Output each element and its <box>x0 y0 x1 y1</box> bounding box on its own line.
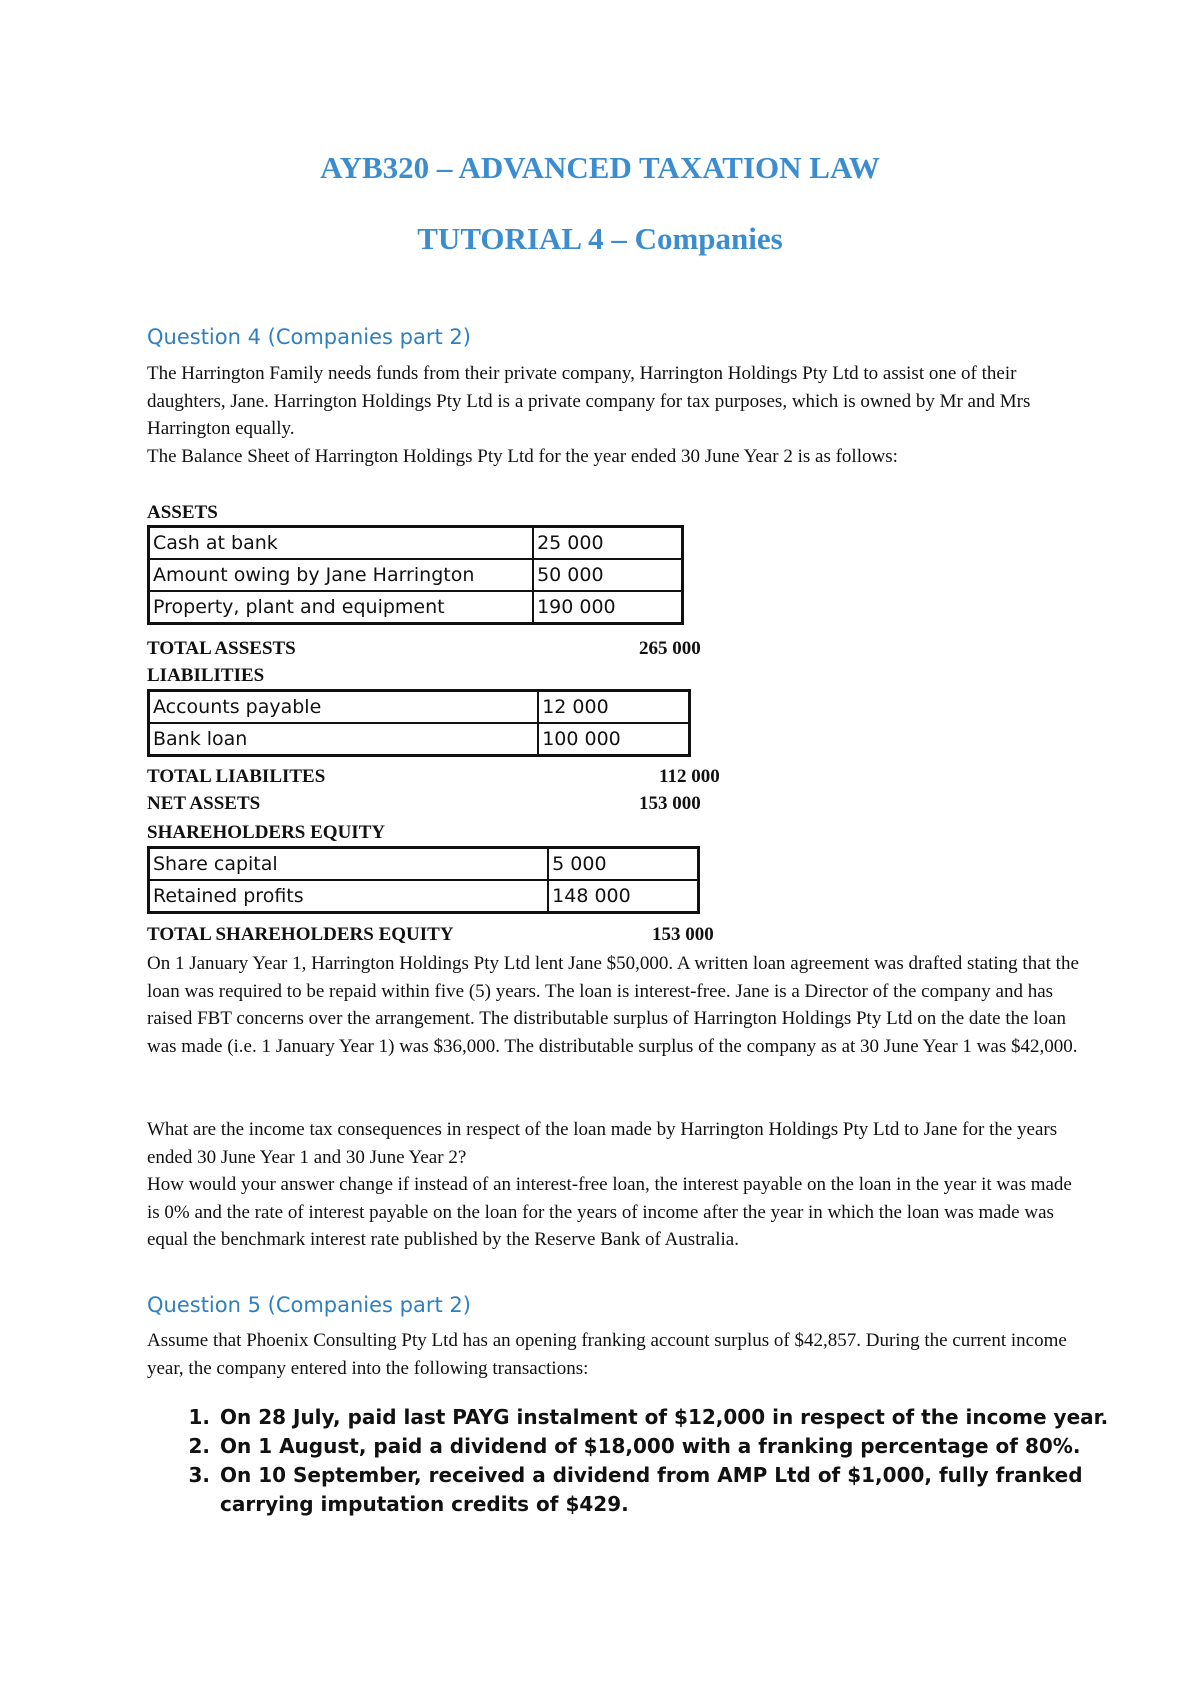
question-4-intro-balance-sheet: The Balance Sheet of Harrington Holdings Pty Ltd for the year ended 30 June Year 2 is as follows: <box>147 446 898 467</box>
question-4-question-1: What are the income tax consequences in respect of the loan made by Harrington Holdings Pty Ltd to Jane for the years ended 30 June Year 1 and 30 June Year 2? <box>147 1119 1058 1168</box>
shareholders-equity-label: SHAREHOLDERS EQUITY <box>147 822 386 843</box>
asset-amount: 190 000 <box>533 591 682 624</box>
table-row <box>149 691 690 724</box>
liabilities-table <box>147 689 691 757</box>
transactions-list <box>147 1403 1167 1519</box>
question-4-question-2: How would your answer change if instead of an interest-free loan, the interest payable on the loan in the year it was made is 0% and the rate of interest payable on the loan for the years of income after the year in which the loan was made was equal the benchmark interest rate published by the Reserve Bank of Australia. <box>147 1174 1072 1251</box>
table-row <box>149 527 683 560</box>
assets-label: ASSETS <box>147 502 218 523</box>
table-row <box>149 848 699 881</box>
list-item: 2. On 1 August, paid a dividend of $18,000 with a franking percentage of 80%. <box>217 1432 1167 1461</box>
document-title: AYB320 – ADVANCED TAXATION LAW <box>320 150 880 185</box>
equity-amount: 5 000 <box>548 848 698 881</box>
question-4-body: On 1 January Year 1, Harrington Holdings Pty Ltd lent Jane $50,000. A written loan agreement was drafted stating that the loan was required to be repaid within five (5) years. The loan is interest-free. Jane is a Director of the company and has raised FBT concerns over the arrangement. The distributable surplus of Harrington Holdings Pty Ltd on the date the loan was made (i.e. 1 January Year 1) was $36,000. The distributable surplus of the company as at 30 June Year 1 was $42,000. <box>147 953 1079 1057</box>
liability-item: Bank loan <box>149 723 539 756</box>
equity-table <box>147 846 700 914</box>
asset-item: Amount owing by Jane Harrington <box>149 559 534 591</box>
total-assets-value: 265 000 <box>639 638 701 659</box>
table-row <box>149 559 683 591</box>
liability-amount: 100 000 <box>538 723 689 756</box>
question-5-heading: Question 5 (Companies part 2) <box>147 1293 471 1317</box>
assets-table <box>147 525 684 625</box>
liability-item: Accounts payable <box>149 691 539 724</box>
list-item: 1. On 28 July, paid last PAYG instalment of $12,000 in respect of the income year. <box>217 1403 1167 1432</box>
liabilities-label: LIABILITIES <box>147 665 265 686</box>
list-item: 3. On 10 September, received a dividend from AMP Ltd of $1,000, fully franked carrying imputation credits of $429. <box>217 1461 1167 1519</box>
net-assets-label: NET ASSETS <box>147 793 261 814</box>
question-4-heading: Question 4 (Companies part 2) <box>147 325 471 349</box>
net-assets-value: 153 000 <box>639 793 701 814</box>
total-assets-label: TOTAL ASSESTS <box>147 638 296 659</box>
question-4-intro: The Harrington Family needs funds from their private company, Harrington Holdings Pty Ltd to assist one of their daughters, Jane. Harrington Holdings Pty Ltd is a private company for tax purposes, which is owned by Mr and Mrs Harrington equally. <box>147 363 1031 440</box>
total-equity-label: TOTAL SHAREHOLDERS EQUITY <box>147 924 454 945</box>
total-equity-value: 153 000 <box>652 924 714 945</box>
question-5-intro: Assume that Phoenix Consulting Pty Ltd has an opening franking account surplus of $42,857. During the current income year, the company entered into the following transactions: <box>147 1330 1067 1379</box>
total-liabilities-value: 112 000 <box>659 766 720 787</box>
table-row <box>149 723 690 756</box>
total-liabilities-label: TOTAL LIABILITES <box>147 766 326 787</box>
table-row <box>149 880 699 913</box>
equity-item: Share capital <box>149 848 549 881</box>
equity-amount: 148 000 <box>548 880 698 913</box>
asset-amount: 50 000 <box>533 559 682 591</box>
equity-item: Retained profits <box>149 880 549 913</box>
document-subtitle: TUTORIAL 4 – Companies <box>417 221 783 256</box>
asset-item: Property, plant and equipment <box>149 591 534 624</box>
table-row <box>149 591 683 624</box>
asset-item: Cash at bank <box>149 527 534 560</box>
asset-amount: 25 000 <box>533 527 682 560</box>
liability-amount: 12 000 <box>538 691 689 724</box>
